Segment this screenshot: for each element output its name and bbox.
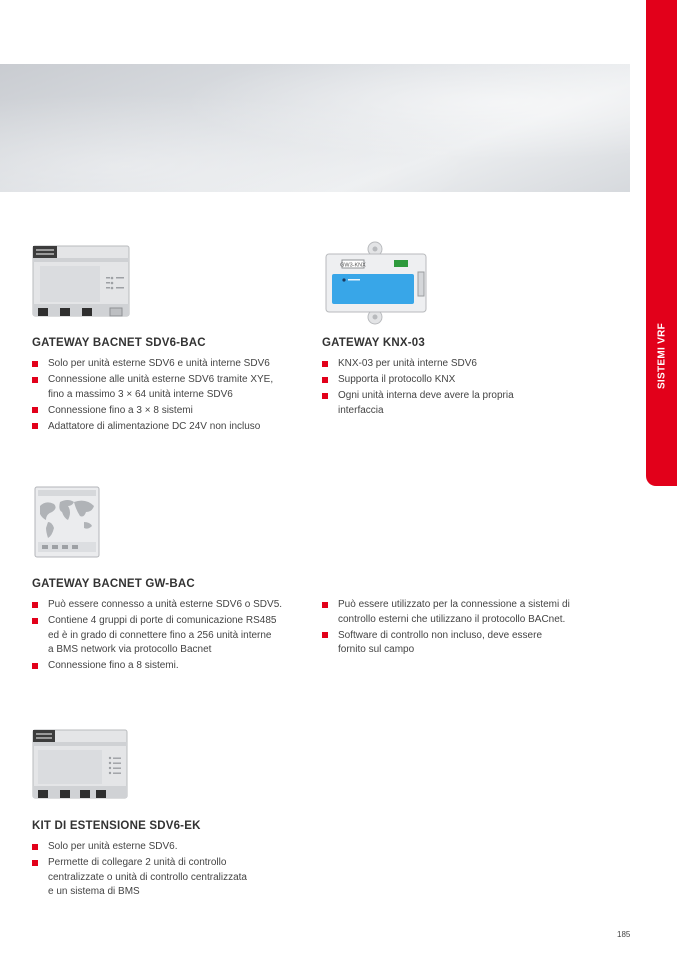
header-banner	[0, 64, 630, 192]
gateway-device-image	[32, 244, 130, 320]
side-tab-label: SISTEMI VRF	[656, 322, 667, 390]
section-title-sdv6-bac: GATEWAY BACNET SDV6-BAC	[32, 337, 206, 349]
list-item: Solo per unità esterne SDV6.	[32, 840, 302, 855]
side-tab	[646, 0, 677, 486]
world-map-gateway-image	[34, 486, 100, 558]
list-item: Connessione fino a 8 sistemi.	[32, 659, 307, 674]
bullet-list-gw-bac-left	[32, 598, 307, 675]
list-item: Connessione fino a 3 × 8 sistemi	[32, 404, 302, 419]
list-item: Software di controllo non incluso, deve essere fornito sul campo	[322, 629, 602, 658]
bullet-list-sdv6-bac	[32, 357, 302, 436]
section-title-sdv6-ek: KIT DI ESTENSIONE SDV6-EK	[32, 820, 201, 832]
extension-kit-image	[32, 728, 128, 802]
list-item: Supporta il protocollo KNX	[322, 373, 582, 388]
list-item: Può essere utilizzato per la connessione a sistemi di controllo esterni che utilizzano il protocollo BACnet.	[322, 598, 602, 627]
list-item: Ogni unità interna deve avere la propria interfaccia	[322, 389, 582, 418]
bullet-list-sdv6-ek	[32, 840, 302, 901]
list-item: Può essere connesso a unità esterne SDV6 o SDV5.	[32, 598, 307, 613]
bullet-list-knx-03	[322, 357, 582, 420]
bullet-list-gw-bac-right	[322, 598, 602, 659]
knx-device-label: GW3-KNX	[340, 262, 366, 269]
section-title-gw-bac: GATEWAY BACNET GW-BAC	[32, 578, 195, 590]
page-number: 185	[617, 930, 631, 939]
list-item: Adattatore di alimentazione DC 24V non incluso	[32, 420, 302, 435]
list-item: Contiene 4 gruppi di porte di comunicazione RS485 ed è in grado di connettere fino a 256 unità interne a BMS network via protocollo Bacnet	[32, 614, 307, 658]
section-title-knx-03: GATEWAY KNX-03	[322, 337, 425, 349]
list-item: Solo per unità esterne SDV6 e unità interne SDV6	[32, 357, 302, 372]
list-item: Permette di collegare 2 unità di controllo centralizzate o unità di controllo centralizzata e un sistema di BMS	[32, 856, 302, 900]
knx-gateway-image	[322, 240, 430, 326]
list-item: Connessione alle unità esterne SDV6 tramite XYE, fino a massimo 3 × 64 unità interne SDV6	[32, 373, 302, 402]
list-item: KNX-03 per unità interne SDV6	[322, 357, 582, 372]
